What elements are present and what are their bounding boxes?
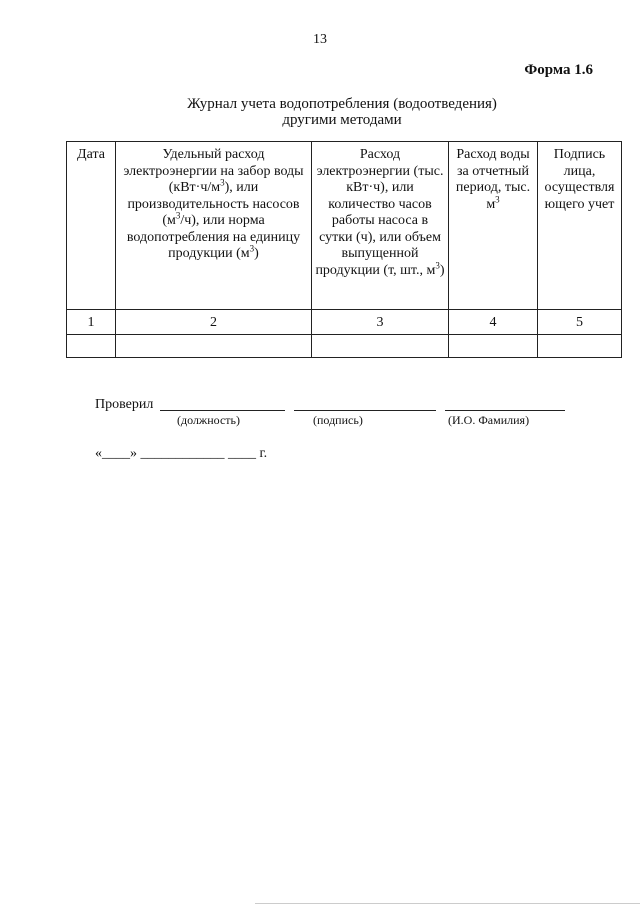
header-specific-consumption: Удельный расход электроэнергии на забор воды $(кВт\cdot ч/м^3)$, или производительность насосов $(м^3/ч)$, или норма водопотребления на единицу продукции $(м^3)$	[116, 142, 312, 310]
empty-cell[interactable]	[312, 335, 449, 358]
title-line-2: другими методами	[282, 112, 402, 128]
title-line-1: Журнал учета водопотребления (водоотведения)	[187, 96, 497, 112]
column-number: 1	[67, 310, 116, 335]
column-number-row	[67, 310, 622, 335]
empty-cell[interactable]	[67, 335, 116, 358]
empty-cell[interactable]	[538, 335, 622, 358]
form-label: Форма 1.6	[524, 62, 593, 78]
header-water-consumption: Расход воды за отчетный период, тыс. $м^3$	[449, 142, 538, 310]
page-bottom-rule	[255, 903, 640, 904]
header-signature: Подпись лица, осуществля ющего учет	[538, 142, 622, 310]
page-number: 13	[313, 32, 327, 47]
column-number: 4	[449, 310, 538, 335]
header-date: Дата	[67, 142, 116, 310]
empty-cell[interactable]	[449, 335, 538, 358]
column-number: 5	[538, 310, 622, 335]
date-line[interactable]: «____» ____________ ____ г.	[95, 446, 268, 461]
column-number: 2	[116, 310, 312, 335]
position-field-line[interactable]	[160, 410, 285, 411]
header-energy-consumption: Расход электроэнергии (тыс. кВт·ч), или количество часов работы насоса в сутки (ч), или объем выпущенной продукции (т, шт., $м^3$)	[312, 142, 449, 310]
document-title	[0, 96, 640, 128]
position-caption: (должность)	[177, 413, 240, 427]
journal-table	[66, 141, 622, 358]
checked-by-label: Проверил	[95, 397, 154, 412]
name-caption: (И.О. Фамилия)	[448, 413, 530, 427]
signature-caption: (подпись)	[313, 413, 363, 427]
empty-entry-row	[67, 335, 622, 358]
name-field-line[interactable]	[445, 410, 565, 411]
column-number: 3	[312, 310, 449, 335]
empty-cell[interactable]	[116, 335, 312, 358]
signature-field-line[interactable]	[294, 410, 436, 411]
header-row	[67, 142, 622, 310]
